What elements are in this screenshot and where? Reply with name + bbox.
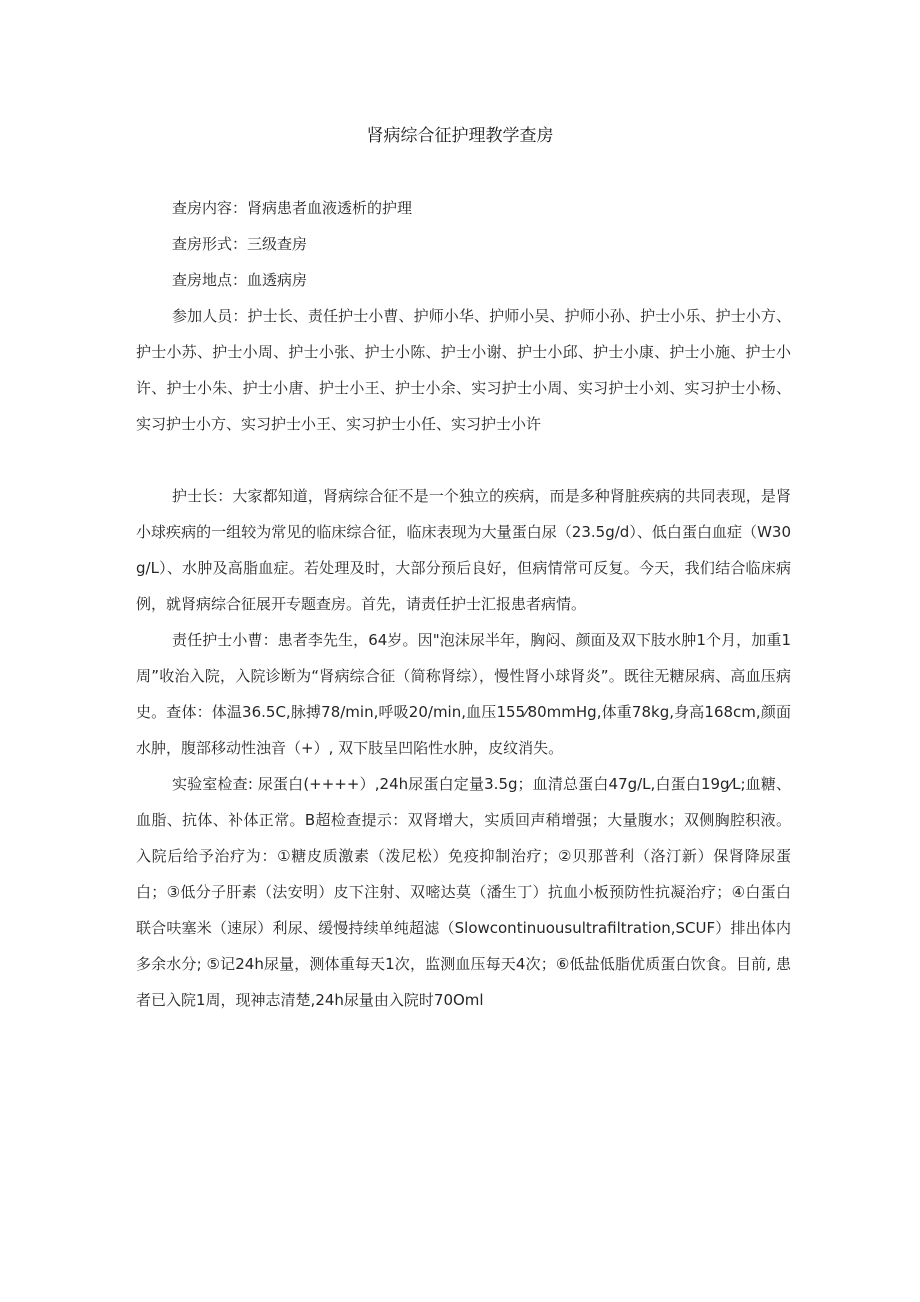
document-title: 肾病综合征护理教学查房 [366, 126, 554, 146]
paragraph-lab-tests: 实验室检查: 尿蛋白(++++）,24h尿蛋白定量3.5g；血清总蛋白47g/L,白蛋白19g⁄L;血糖、血脂、抗体、补体正常。B超检查提示：双肾增大，实质回声稍增强；大量腹水；双侧胸腔积液。入院后给予治疗为：①糖皮质激素（泼尼松）免疫抑制治疗；②贝那普利（洛汀新）保肾降尿蛋白；③低分子肝素（法安明）皮下注射、双嘧达莫（潘生丁）抗血小板预防性抗凝治疗；④白蛋白联合呋塞米（速尿）利尿、缓慢持续单纯超滤（Slowcontinuousultrafiltration,SCUF）排出体内多余水分; ⑤记24h尿量，测体重每天1次，监测血压每天4次；⑥低盐低脂优质蛋白饮食。目前, 患者已入院1周，现神志清楚,24h尿量由入院时70Oml [136, 775, 791, 1009]
paragraph-head-nurse: 护士长：大家都知道，肾病综合征不是一个独立的疾病，而是多种肾脏疾病的共同表现，是肾小球疾病的一组较为常见的临床综合征，临床表现为大量蛋白尿（23.5g/d）、低白蛋白血症（W30g/L）、水肿及高脂血症。若处理及时，大部分预后良好，但病情常可反复。今天，我们结合临床病例，就肾病综合征展开专题查房。首先，请责任护士汇报患者病情。 [136, 487, 791, 613]
meta-participants-line: 参加人员：护士长、责任护士小曹、护师小华、护师小吴、护师小孙、护士小乐、护士小方、护士小苏、护士小周、护士小张、护士小陈、护士小谢、护士小邱、护士小康、护士小施、护士小许、护士小朱、护士小唐、护士小王、护士小余、实习护士小周、实习护士小刘、实习护士小杨、实习护士小方、实习护士小王、实习护士小任、实习护士小许 [136, 307, 791, 433]
meta-content-line: 查房内容：肾病患者血液透析的护理 [172, 199, 413, 217]
paragraph-responsible-nurse: 责任护士小曹：患者李先生，64岁。因"泡沫尿半年，胸闷、颜面及双下肢水肿1个月，加重1周”收治入院，入院诊断为“肾病综合征（简称肾综），慢性肾小球肾炎”。既往无糖尿病、高血压病史。查体：体温36.5C,脉搏78/min,呼吸20/min,血压155⁄80mmHg,体重78kg,身高168cm,颜面水肿，腹部移动性浊音（+）, 双下肢呈凹陷性水肿，皮纹消失。 [136, 631, 791, 757]
meta-location-line: 查房地点：血透病房 [172, 271, 308, 289]
document-body [136, 190, 791, 1018]
section-spacer [136, 442, 791, 478]
meta-form-line: 查房形式：三级查房 [172, 235, 308, 253]
